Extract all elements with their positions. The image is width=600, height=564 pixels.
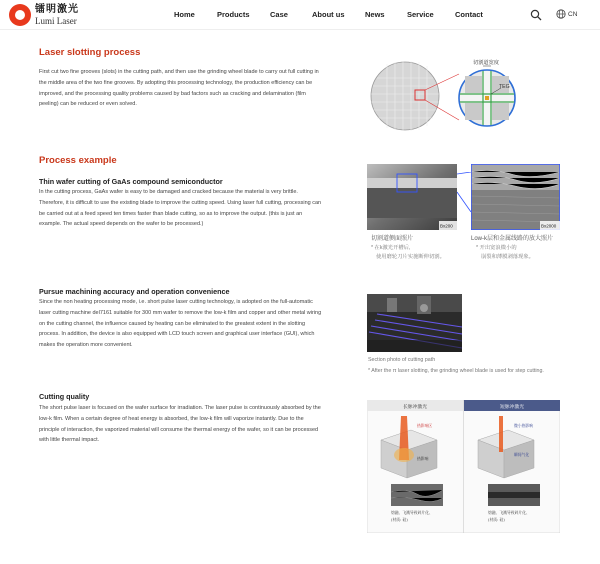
- cap1-title: 切割道侧面照片: [371, 236, 414, 242]
- site-header: [0, 0, 600, 30]
- left-panel-title: 长脉冲激光: [403, 405, 427, 410]
- logo[interactable]: [9, 4, 79, 26]
- right-bottom-line1: 熔融、飞溅导致碎片化、: [488, 510, 530, 515]
- side-photo: [367, 164, 457, 230]
- pulse-comparison-figure: [367, 400, 560, 533]
- zoom-photo: [471, 164, 560, 230]
- nav-news[interactable]: News: [365, 10, 385, 19]
- left-note-b: 热影响: [417, 456, 429, 461]
- right-note-a: 微小热影响: [514, 423, 533, 428]
- right-bottom-line2: (材质: 硅): [488, 517, 505, 522]
- img2-tag: Bx2000: [541, 223, 557, 229]
- slotting-text: First cut two fine grooves (slots) in the cutting path, and then use the grinding wheel blade to carry out full cutting in the middle area of the two fine grooves. By adopting this processing technology, the production efficiency can be improved, and the processing quality problems caused by bad factors such as cracking and delamination (film peeling) can be reduced or even solved.: [39, 69, 319, 108]
- right-note-b: 瞬间气化: [514, 452, 530, 457]
- example-title: Process example: [39, 155, 117, 166]
- cap1-line2: 使用磨轮刀片实施断伸切割。: [376, 254, 445, 260]
- logo-en-text: Lumi Laser: [35, 15, 77, 26]
- nav-contact[interactable]: Contact: [455, 10, 483, 19]
- pursue-heading: Pursue machining accuracy and operation convenience: [39, 287, 230, 296]
- cutting-path-caption-title: Section photo of cutting path: [368, 357, 436, 363]
- figure-label-width: 切割道宽度: [473, 60, 499, 66]
- slotting-title: Laser slotting process: [39, 47, 141, 58]
- cap2-line2: 崩裂和薄膜剥落现象。: [481, 254, 534, 260]
- nav-products[interactable]: Products: [217, 10, 250, 19]
- quality-heading: Cutting quality: [39, 392, 90, 401]
- left-note-a: 热影响区: [417, 423, 433, 428]
- nav-about-us[interactable]: About us: [312, 10, 345, 19]
- wafer-slotting-figure: [367, 56, 572, 136]
- logo-mark-icon: [9, 4, 31, 26]
- nav-home[interactable]: Home: [174, 10, 195, 19]
- nav-service[interactable]: Service: [407, 10, 434, 19]
- cutting-path-photo: [367, 294, 462, 352]
- zoom-connector: [457, 172, 471, 212]
- thin-wafer-heading: Thin wafer cutting of GaAs compound semiconductor: [39, 177, 223, 186]
- thin-wafer-text: In the cutting process, GaAs wafer is easy to be damaged and cracked because the material is very brittle. Therefore, it is difficult to use the existing blade to improve the cutting speed. Using laser full cutting, processing can be carried out at a feed speed ten times faster than blade cutting, so as to improve the output. (this is just an example. The actual speed depends on the wafer to be processed.): [39, 189, 322, 228]
- quality-text: The short pulse laser is focused on the wafer surface for irradiation. The laser pulse is continuously absorbed by the low-k film. When a certain degree of heat energy is absorbed, the low-k film will vaporize instantly. Due to the principle of interaction, the vaporized material will consume the thermal energy of the wafer, so it can be processed with little thermal impact.: [39, 405, 321, 444]
- cap2-line1: * 开出宽浪微小的: [476, 245, 517, 251]
- logo-cn-text: 镭明激光: [35, 3, 79, 15]
- figure-label-teg: TEG: [499, 84, 510, 90]
- cap1-line1: * 在k激光开槽后,: [371, 245, 411, 251]
- nav-case[interactable]: Case: [270, 10, 288, 19]
- right-panel-title: 短脉冲激光: [500, 405, 524, 410]
- language-switch[interactable]: [556, 9, 577, 19]
- left-bottom-line2: (材质: 硅): [391, 517, 408, 522]
- img1-tag: Bx200: [440, 223, 453, 229]
- left-bottom-line1: 熔融、飞溅导致碎片化、: [391, 510, 433, 515]
- search-icon[interactable]: [530, 9, 542, 21]
- pursue-text: Since the non heating processing mode, i.e. short pulse laser cutting technology, is adopted on the full-automatic laser cutting machine del7161 suitable for 300 mm wafer to remove the low-k film and copper and other metal wiring on the cutting channel, the influence caused by heating can be eliminated to the greatest extent in the slotting process. In addition, the device is also equipped with LCD touch screen and graphical user interface (GUI), which makes the operation more convenient.: [39, 299, 322, 349]
- globe-icon: [556, 9, 566, 19]
- cap2-title: Low-k层和金属线路的放大照片: [471, 236, 554, 242]
- lang-label: CN: [568, 10, 578, 18]
- cutting-path-caption-text: * After the π laser slotting, the grinding wheel blade is used for step cutting.: [368, 368, 544, 374]
